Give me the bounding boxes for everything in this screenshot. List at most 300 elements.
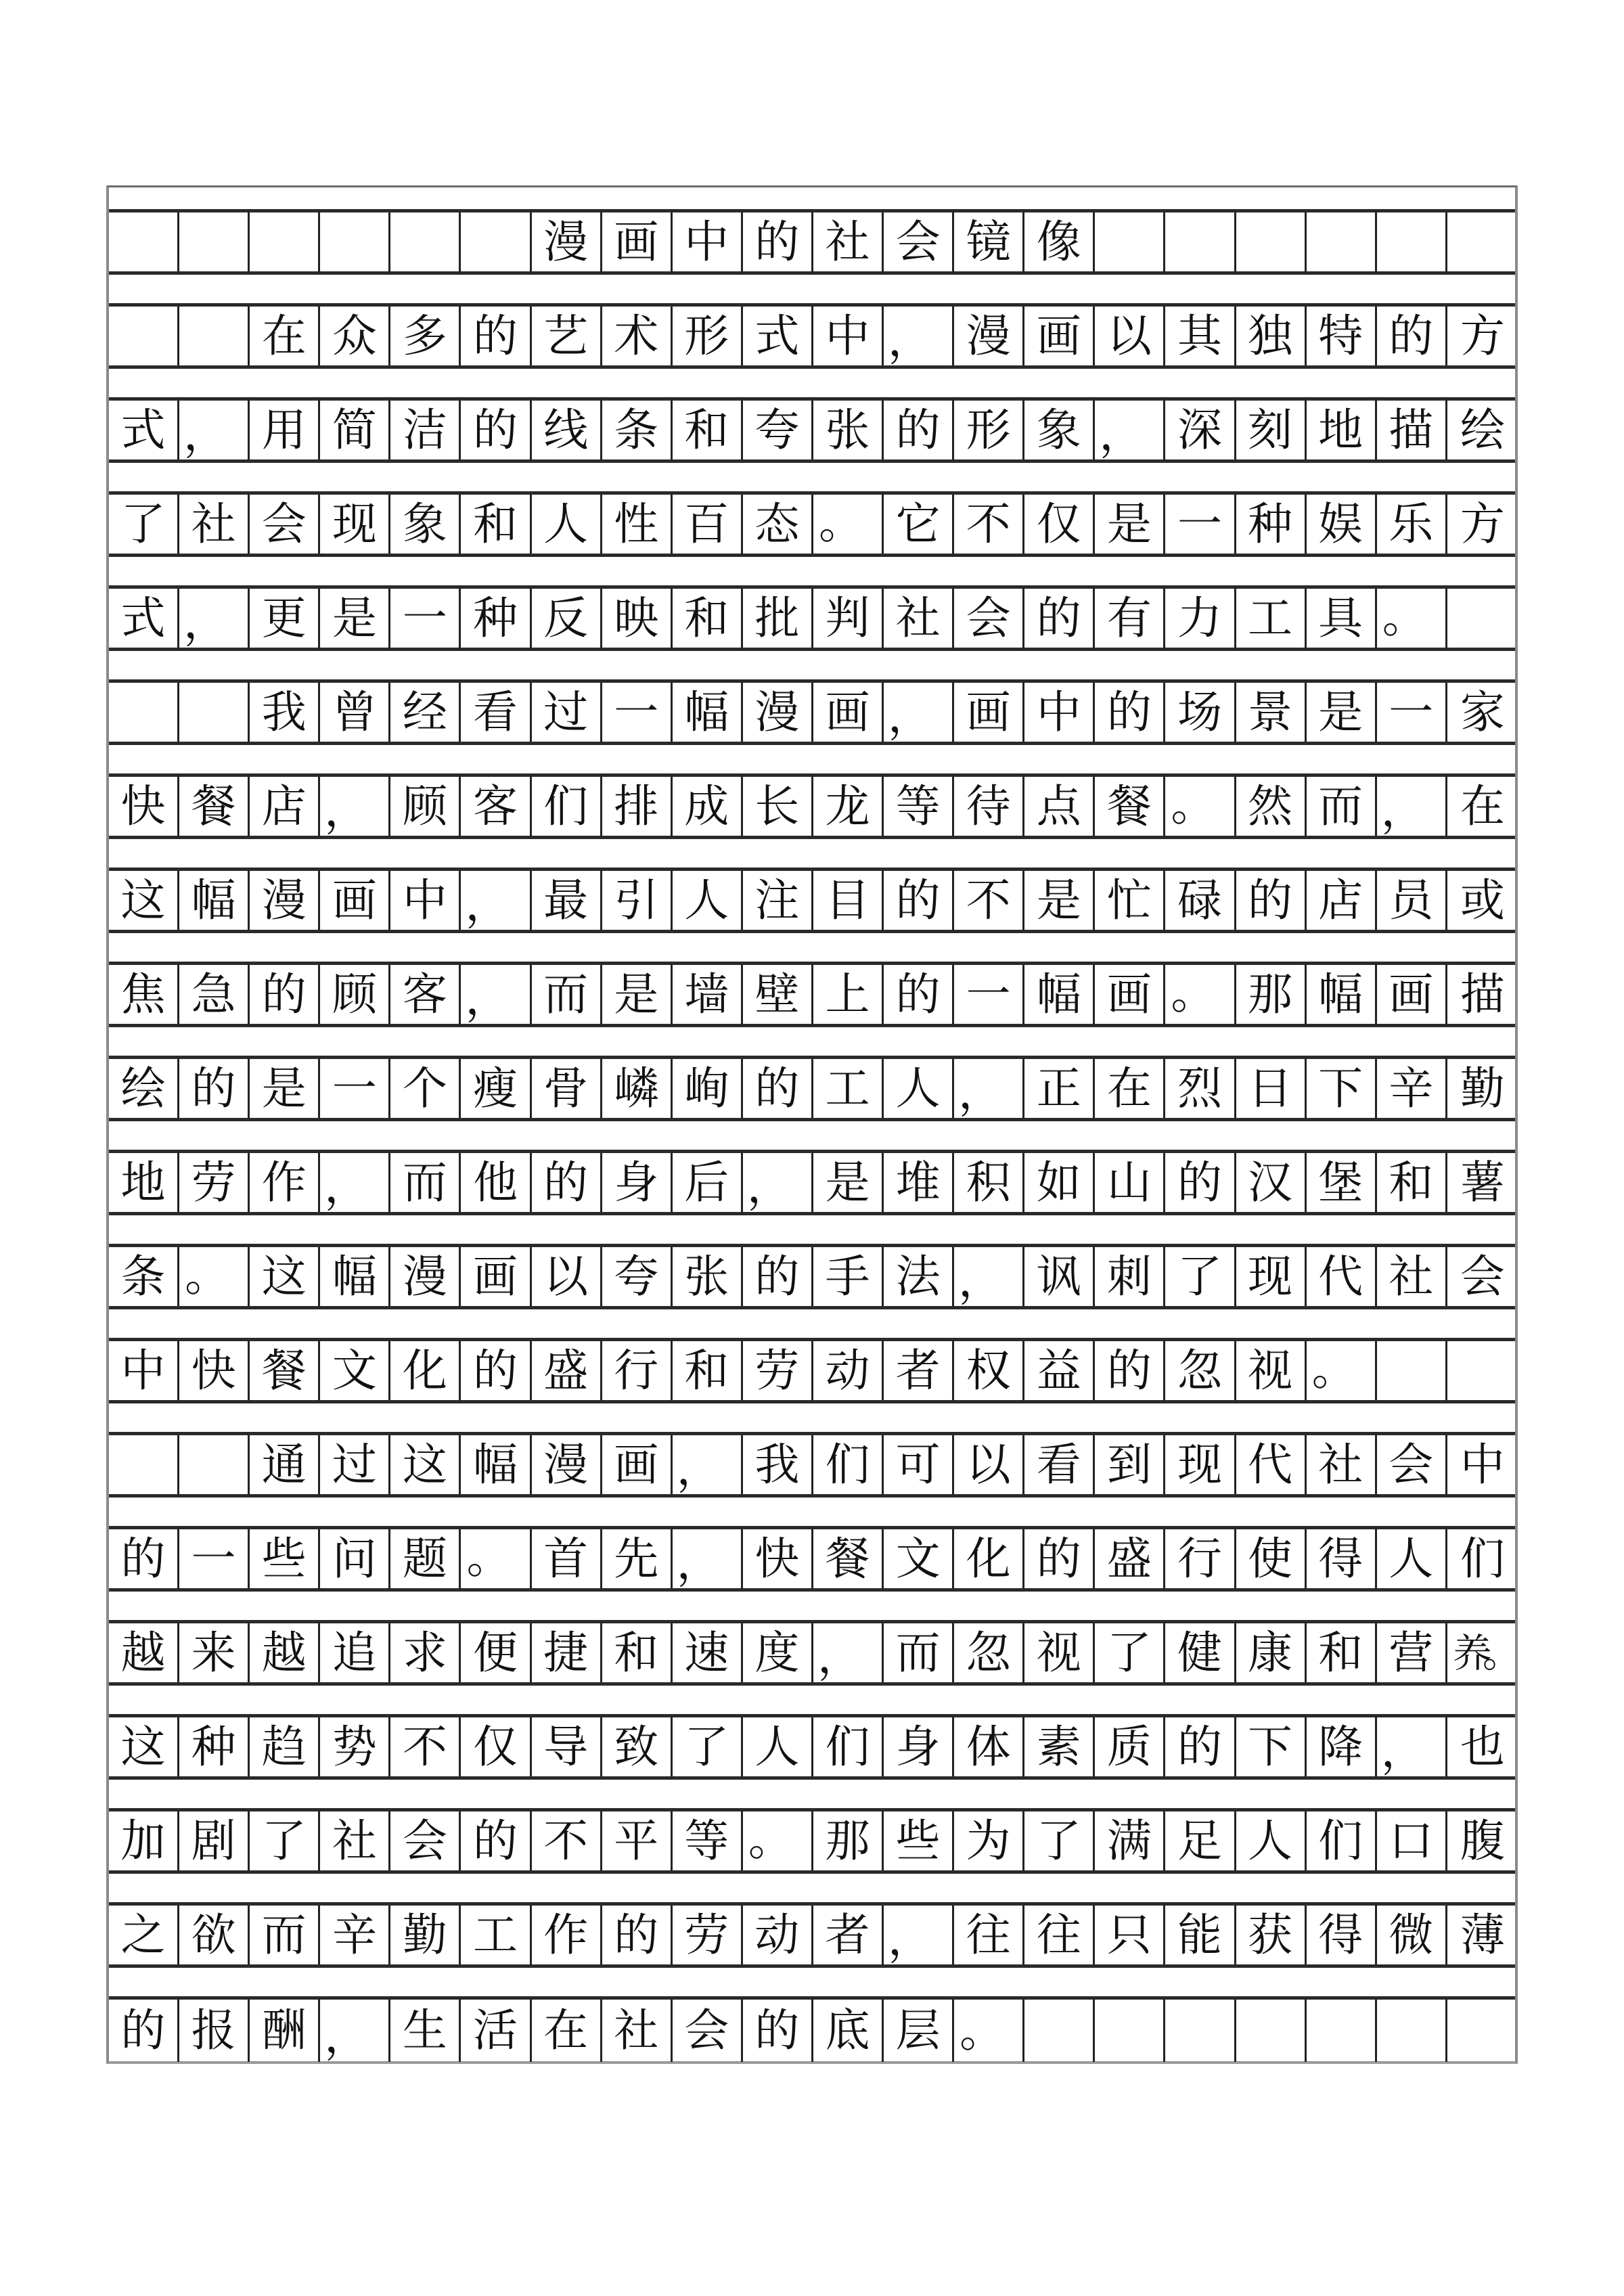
grid-cell: 度 — [743, 1623, 813, 1682]
title-cell — [1095, 212, 1165, 271]
grid-cell: 些 — [250, 1529, 320, 1588]
grid-cell: 艺 — [532, 307, 602, 365]
grid-cell: 在 — [1095, 1059, 1165, 1118]
title-cell: 会 — [884, 212, 954, 271]
grid-cell: ， — [813, 1623, 884, 1682]
grid-cell: 身 — [884, 1717, 954, 1776]
grid-cell: 地 — [1307, 401, 1377, 459]
grid-cell: ， — [1377, 1717, 1447, 1776]
grid-cell: 人 — [743, 1717, 813, 1776]
grid-cell: 们 — [1460, 1532, 1505, 1585]
grid-cell: 众 — [320, 307, 390, 365]
grid-cell: 这 — [250, 1247, 320, 1306]
grid-cell: 快 — [109, 777, 179, 836]
grid-cell: 的 — [109, 2000, 179, 2062]
grid-cell: 一 — [179, 1529, 250, 1588]
grid-cell: 幅 — [673, 683, 743, 742]
grid-cell: 求 — [390, 1623, 461, 1682]
title-cell — [320, 212, 390, 271]
grid-cell: 了 — [250, 1811, 320, 1870]
grid-cell: 到 — [1095, 1435, 1165, 1494]
grid-cell: 的 — [1236, 871, 1307, 930]
grid-cell: 题 — [390, 1529, 461, 1588]
grid-cell: 场 — [1165, 683, 1236, 742]
text-row — [109, 1996, 1515, 2062]
grid-cell: 式 — [109, 401, 179, 459]
grid-cell: 获 — [1236, 1906, 1307, 1964]
text-row — [109, 491, 1515, 557]
grid-cell: 态 — [743, 495, 813, 554]
grid-cell: 人 — [673, 871, 743, 930]
grid-cell: 龙 — [813, 777, 884, 836]
grid-cell: 待 — [954, 777, 1024, 836]
grid-cell: 速 — [673, 1623, 743, 1682]
grid-cell: 。 — [743, 1811, 813, 1870]
grid-cell: 下 — [1236, 1717, 1307, 1776]
grid-cell: 一 — [602, 683, 673, 742]
grid-cell: 的 — [1095, 683, 1165, 742]
grid-cell: 首 — [532, 1529, 602, 1588]
grid-cell: 的 — [1165, 1153, 1236, 1212]
grid-cell: 画 — [320, 871, 390, 930]
grid-cell: 。 — [461, 1529, 531, 1588]
grid-cell: 在 — [250, 307, 320, 365]
grid-cell: 化 — [954, 1529, 1024, 1588]
grid-cell: 社 — [1307, 1435, 1377, 1494]
grid-cell: 越 — [109, 1623, 179, 1682]
grid-cell: ， — [884, 1906, 954, 1964]
grid-cell: 辛 — [320, 1906, 390, 1964]
grid-cell: 漫 — [743, 683, 813, 742]
grid-cell — [179, 307, 250, 365]
grid-cell — [1165, 2000, 1236, 2062]
grid-cell: 的 — [1377, 307, 1447, 365]
grid-cell: ， — [954, 1247, 1024, 1306]
grid-cell: 平 — [602, 1811, 673, 1870]
grid-cell: 的 — [884, 965, 954, 1024]
grid-cell: 上 — [813, 965, 884, 1024]
grid-cell: 社 — [884, 589, 954, 648]
title-cell — [1447, 212, 1518, 271]
grid-cell: 漫 — [532, 1435, 602, 1494]
grid-cell: 方 — [1460, 497, 1505, 550]
title-cell: 社 — [813, 212, 884, 271]
grid-cell: 夸 — [743, 401, 813, 459]
grid-cell: ， — [954, 1059, 1024, 1118]
grid-cell: 经 — [390, 683, 461, 742]
grid-cell: 是 — [602, 965, 673, 1024]
grid-cell: 中 — [109, 1341, 179, 1400]
title-cell: 像 — [1024, 212, 1095, 271]
grid-cell: 漫 — [954, 307, 1024, 365]
grid-cell: 动 — [743, 1906, 813, 1964]
grid-cell: 生 — [390, 2000, 461, 2062]
grid-cell: 漫 — [250, 871, 320, 930]
text-row — [109, 1056, 1515, 1121]
grid-cell: 劳 — [673, 1906, 743, 1964]
grid-cell: 先 — [602, 1529, 673, 1588]
grid-cell: 讽 — [1024, 1247, 1095, 1306]
grid-cell: 社 — [602, 2000, 673, 2062]
grid-cell — [179, 1435, 250, 1494]
grid-cell: 腹 — [1460, 1814, 1505, 1867]
grid-cell: 力 — [1165, 589, 1236, 648]
grid-cell: 来 — [179, 1623, 250, 1682]
grid-cell: 剧 — [179, 1811, 250, 1870]
grid-cell: 画 — [954, 683, 1024, 742]
grid-cell — [1447, 589, 1518, 648]
grid-cell: 而 — [532, 965, 602, 1024]
grid-cell: 微 — [1377, 1906, 1447, 1964]
grid-cell: 和 — [673, 1341, 743, 1400]
grid-cell: 养。 — [1452, 1629, 1512, 1676]
grid-cell: ， — [461, 871, 531, 930]
grid-cell: 和 — [1377, 1153, 1447, 1212]
grid-cell: 我 — [250, 683, 320, 742]
grid-cell: 汉 — [1236, 1153, 1307, 1212]
grid-cell: 手 — [813, 1247, 884, 1306]
grid-cell: 工 — [813, 1059, 884, 1118]
grid-cell: 会 — [954, 589, 1024, 648]
grid-cell: 致 — [602, 1717, 673, 1776]
grid-cell: 欲 — [179, 1906, 250, 1964]
grid-cell: 酬 — [250, 2000, 320, 2062]
grid-cell: 现 — [1236, 1247, 1307, 1306]
grid-cell: 堡 — [1307, 1153, 1377, 1212]
grid-cell: 而 — [884, 1623, 954, 1682]
grid-cell: 往 — [1024, 1906, 1095, 1964]
grid-cell: 会 — [1460, 1250, 1505, 1303]
grid-cell: 以 — [1095, 307, 1165, 365]
grid-cell: 们 — [813, 1717, 884, 1776]
grid-cell: 张 — [673, 1247, 743, 1306]
title-cell: 漫 — [532, 212, 602, 271]
grid-cell: 一 — [1165, 495, 1236, 554]
text-row — [109, 1150, 1515, 1215]
grid-cell: 嶙 — [602, 1059, 673, 1118]
grid-cell: 一 — [954, 965, 1024, 1024]
grid-cell: 康 — [1236, 1623, 1307, 1682]
grid-cell — [1236, 2000, 1307, 2062]
grid-cell: 客 — [390, 965, 461, 1024]
grid-cell: 在 — [1460, 780, 1505, 832]
grid-cell: 作 — [250, 1153, 320, 1212]
grid-cell: 益 — [1024, 1341, 1095, 1400]
grid-cell — [1307, 2000, 1377, 2062]
grid-cell: 个 — [390, 1059, 461, 1118]
grid-cell: 加 — [109, 1811, 179, 1870]
grid-cell: 代 — [1307, 1247, 1377, 1306]
grid-cell: 象 — [1024, 401, 1095, 459]
text-row — [109, 1244, 1515, 1309]
grid-cell: 引 — [602, 871, 673, 930]
grid-cell: 会 — [673, 2000, 743, 2062]
grid-cell: 这 — [109, 871, 179, 930]
grid-cell: 过 — [532, 683, 602, 742]
grid-cell: 会 — [1377, 1435, 1447, 1494]
grid-cell: 画 — [1095, 965, 1165, 1024]
text-row — [109, 679, 1515, 745]
grid-cell: 劳 — [179, 1153, 250, 1212]
grid-cell: 。 — [813, 495, 884, 554]
grid-cell: 他 — [461, 1153, 531, 1212]
grid-cell: 社 — [179, 495, 250, 554]
grid-cell: 然 — [1236, 777, 1307, 836]
grid-cell: 。 — [1377, 589, 1447, 648]
grid-cell: 人 — [532, 495, 602, 554]
grid-cell: 顾 — [320, 965, 390, 1024]
grid-cell: 瘦 — [461, 1059, 531, 1118]
grid-cell: 绘 — [109, 1059, 179, 1118]
grid-cell: 了 — [109, 495, 179, 554]
grid-cell — [109, 1435, 179, 1494]
grid-cell: 画 — [1024, 307, 1095, 365]
grid-cell: 不 — [954, 871, 1024, 930]
grid-cell: 画 — [602, 1435, 673, 1494]
grid-cell: 是 — [813, 1153, 884, 1212]
grid-cell: 百 — [673, 495, 743, 554]
text-row — [109, 1432, 1515, 1498]
grid-cell: 底 — [813, 2000, 884, 2062]
grid-cell: 具 — [1307, 589, 1377, 648]
grid-cell: 地 — [109, 1153, 179, 1212]
grid-cell: 者 — [813, 1906, 884, 1964]
grid-cell: 幅 — [179, 871, 250, 930]
grid-cell: 工 — [461, 1906, 531, 1964]
grid-cell: 们 — [813, 1435, 884, 1494]
grid-cell — [1024, 2000, 1095, 2062]
grid-cell: 中 — [1460, 1438, 1505, 1491]
grid-cell: 作 — [532, 1906, 602, 1964]
grid-cell: ， — [673, 1435, 743, 1494]
grid-cell: 这 — [390, 1435, 461, 1494]
grid-cell: 急 — [179, 965, 250, 1024]
grid-cell — [179, 683, 250, 742]
grid-cell: ， — [320, 1153, 390, 1212]
grid-cell: 了 — [673, 1717, 743, 1776]
grid-cell: 种 — [179, 1717, 250, 1776]
grid-cell: 中 — [813, 307, 884, 365]
title-cell — [250, 212, 320, 271]
grid-cell: 的 — [109, 1529, 179, 1588]
text-row — [109, 868, 1515, 933]
grid-cell: 现 — [320, 495, 390, 554]
grid-cell: 动 — [813, 1341, 884, 1400]
grid-cell: 代 — [1236, 1435, 1307, 1494]
grid-cell: 其 — [1165, 307, 1236, 365]
grid-cell: 种 — [461, 589, 531, 648]
grid-cell: 得 — [1307, 1529, 1377, 1588]
grid-cell: 是 — [1307, 683, 1377, 742]
grid-cell: 是 — [1095, 495, 1165, 554]
grid-cell: 象 — [390, 495, 461, 554]
grid-cell: 便 — [461, 1623, 531, 1682]
grid-cell: 只 — [1095, 1906, 1165, 1964]
grid-cell: 社 — [320, 1811, 390, 1870]
grid-cell: 后 — [673, 1153, 743, 1212]
grid-cell: 健 — [1165, 1623, 1236, 1682]
grid-cell: 而 — [1307, 777, 1377, 836]
grid-cell: 行 — [602, 1341, 673, 1400]
grid-cell: 绘 — [1460, 403, 1505, 456]
grid-cell: 不 — [532, 1811, 602, 1870]
grid-cell: 。 — [954, 2000, 1024, 2062]
text-row — [109, 585, 1515, 651]
grid-cell: 更 — [250, 589, 320, 648]
title-cell: 画 — [602, 212, 673, 271]
grid-cell: 碌 — [1165, 871, 1236, 930]
grid-cell: 用 — [250, 401, 320, 459]
grid-cell: 多 — [390, 307, 461, 365]
grid-cell: 画 — [813, 683, 884, 742]
grid-cell: 层 — [884, 2000, 954, 2062]
title-cell — [179, 212, 250, 271]
grid-cell: 特 — [1307, 307, 1377, 365]
grid-cell: 目 — [813, 871, 884, 930]
grid-cell: 辛 — [1377, 1059, 1447, 1118]
grid-cell: 追 — [320, 1623, 390, 1682]
grid-cell: 餐 — [179, 777, 250, 836]
grid-cell: 的 — [179, 1059, 250, 1118]
grid-cell: 如 — [1024, 1153, 1095, 1212]
grid-cell: ， — [320, 2000, 390, 2062]
grid-cell: 素 — [1024, 1717, 1095, 1776]
grid-cell: 报 — [179, 2000, 250, 2062]
grid-cell: 日 — [1236, 1059, 1307, 1118]
grid-cell: 那 — [1236, 965, 1307, 1024]
grid-cell: 使 — [1236, 1529, 1307, 1588]
grid-cell: 忽 — [1165, 1341, 1236, 1400]
grid-cell: 是 — [250, 1059, 320, 1118]
grid-cell: 劳 — [743, 1341, 813, 1400]
grid-cell: 骨 — [532, 1059, 602, 1118]
grid-cell: ， — [884, 683, 954, 742]
grid-cell: 映 — [602, 589, 673, 648]
text-row — [109, 773, 1515, 839]
grid-cell: 盛 — [532, 1341, 602, 1400]
grid-cell: 长 — [743, 777, 813, 836]
title-cell — [461, 212, 531, 271]
grid-cell: 之 — [109, 1906, 179, 1964]
title-cell — [1377, 212, 1447, 271]
grid-cell: 洁 — [390, 401, 461, 459]
grid-cell: ， — [884, 307, 954, 365]
grid-cell: 口 — [1377, 1811, 1447, 1870]
grid-cell: 者 — [884, 1341, 954, 1400]
grid-cell: 下 — [1307, 1059, 1377, 1118]
grid-cell: 形 — [673, 307, 743, 365]
grid-cell: 中 — [1024, 683, 1095, 742]
grid-cell: 能 — [1165, 1906, 1236, 1964]
grid-cell: 人 — [884, 1059, 954, 1118]
grid-cell: 社 — [1377, 1247, 1447, 1306]
grid-cell — [1447, 1341, 1518, 1400]
grid-cell: 描 — [1460, 968, 1505, 1020]
grid-cell: 条 — [109, 1247, 179, 1306]
grid-cell: 越 — [250, 1623, 320, 1682]
grid-cell: 术 — [602, 307, 673, 365]
grid-cell: 幅 — [320, 1247, 390, 1306]
grid-cell: 成 — [673, 777, 743, 836]
grid-cell: 幅 — [1024, 965, 1095, 1024]
grid-cell: 一 — [1377, 683, 1447, 742]
grid-cell: 客 — [461, 777, 531, 836]
grid-cell — [1447, 2000, 1518, 2062]
grid-cell: 那 — [813, 1811, 884, 1870]
grid-cell: 和 — [602, 1623, 673, 1682]
grid-cell: 一 — [390, 589, 461, 648]
grid-cell: 趋 — [250, 1717, 320, 1776]
grid-cell: 营 — [1377, 1623, 1447, 1682]
text-row — [109, 1620, 1515, 1686]
grid-cell: 。 — [179, 1247, 250, 1306]
grid-cell: 的 — [884, 871, 954, 930]
grid-cell: 快 — [179, 1341, 250, 1400]
grid-cell: 它 — [884, 495, 954, 554]
grid-cell: 忙 — [1095, 871, 1165, 930]
grid-cell: 身 — [602, 1153, 673, 1212]
text-row — [109, 397, 1515, 463]
title-cell — [109, 212, 179, 271]
grid-cell — [109, 683, 179, 742]
grid-cell: 餐 — [1095, 777, 1165, 836]
grid-cell: 问 — [320, 1529, 390, 1588]
grid-cell: 乐 — [1377, 495, 1447, 554]
grid-cell: 看 — [1024, 1435, 1095, 1494]
grid-cell: ， — [743, 1153, 813, 1212]
grid-cell: 反 — [532, 589, 602, 648]
grid-cell: 餐 — [813, 1529, 884, 1588]
grid-cell: 的 — [743, 2000, 813, 2062]
text-row — [109, 1808, 1515, 1874]
grid-cell: 而 — [390, 1153, 461, 1212]
grid-cell: 导 — [532, 1717, 602, 1776]
grid-cell — [1377, 2000, 1447, 2062]
grid-cell: 有 — [1095, 589, 1165, 648]
grid-cell: 和 — [673, 401, 743, 459]
grid-cell: 些 — [884, 1811, 954, 1870]
grid-cell: 张 — [813, 401, 884, 459]
grid-cell: 工 — [1236, 589, 1307, 648]
grid-cell: 一 — [320, 1059, 390, 1118]
grid-cell: 盛 — [1095, 1529, 1165, 1588]
grid-cell: 等 — [884, 777, 954, 836]
grid-cell: 了 — [1095, 1623, 1165, 1682]
grid-cell: 式 — [109, 589, 179, 648]
grid-cell: ， — [320, 777, 390, 836]
grid-cell: 幅 — [461, 1435, 531, 1494]
grid-cell: 仅 — [461, 1717, 531, 1776]
grid-cell: 独 — [1236, 307, 1307, 365]
title-cell: 的 — [743, 212, 813, 271]
grid-cell: 点 — [1024, 777, 1095, 836]
grid-cell: 仅 — [1024, 495, 1095, 554]
grid-cell: 山 — [1095, 1153, 1165, 1212]
grid-cell: 画 — [1377, 965, 1447, 1024]
grid-cell: 的 — [461, 401, 531, 459]
grid-cell: 线 — [532, 401, 602, 459]
grid-cell: 刻 — [1236, 401, 1307, 459]
grid-cell: 这 — [109, 1717, 179, 1776]
grid-cell: 会 — [250, 495, 320, 554]
grid-cell: ， — [179, 401, 250, 459]
grid-cell: 店 — [250, 777, 320, 836]
grid-cell: 不 — [954, 495, 1024, 554]
grid-cell: 夸 — [602, 1247, 673, 1306]
grid-cell: ， — [1377, 777, 1447, 836]
grid-cell: 过 — [320, 1435, 390, 1494]
grid-cell: 们 — [532, 777, 602, 836]
